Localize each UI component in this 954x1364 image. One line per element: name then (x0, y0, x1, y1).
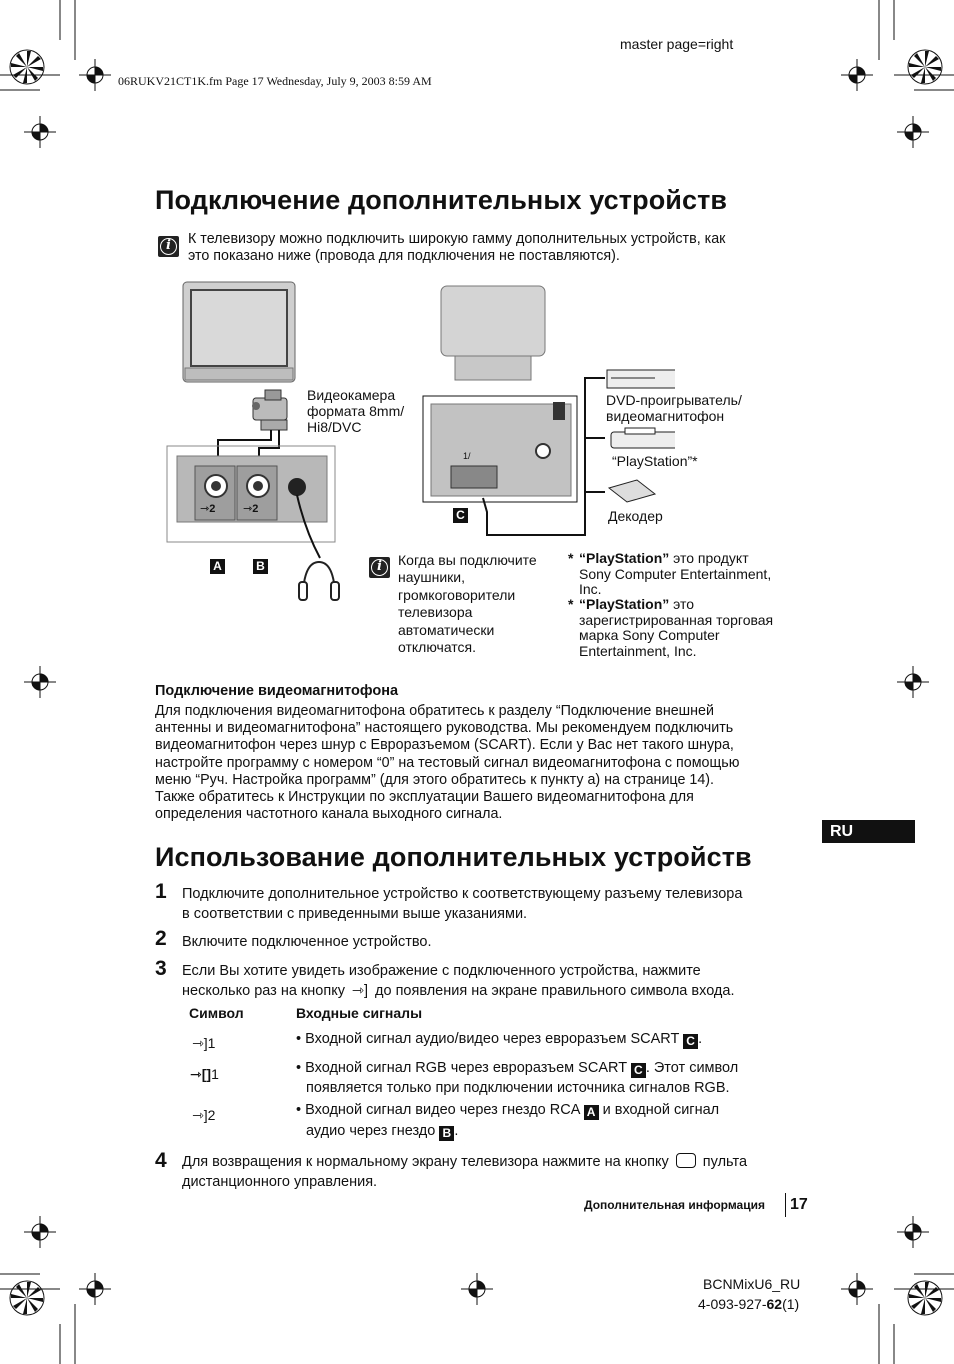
step-number-2: 2 (155, 927, 167, 950)
tv-rear-illustration (441, 286, 545, 380)
step-3-text: Если Вы хотите увидеть изображение с подключенного устройства, нажмите несколько раз на кнопку ⇾] до появления на экране правильного символа входа. (182, 963, 735, 999)
intro-note: К телевизору можно подключить широкую гамму дополнительных устройств, как это показано ниже (провода для подключения не поставляются). (188, 231, 726, 264)
letter-c-badge: C (453, 508, 468, 523)
language-tab: RU (822, 820, 915, 843)
camcorder-illustration (252, 390, 287, 430)
decoder-label: Декодер (608, 508, 663, 524)
playstation-label: “PlayStation”* (612, 453, 698, 469)
section-title-usage: Использование дополнительных устройств (155, 842, 752, 872)
doc-code-2: 4-093-927-62(1) (698, 1296, 800, 1312)
section-title-connection: Подключение дополнительных устройств (155, 185, 728, 215)
table-header-signals: Входные сигналы (296, 1005, 423, 1021)
table-header-symbol: Символ (189, 1005, 244, 1021)
port-label-audio-2: ⇾2 (243, 503, 259, 515)
step-2-text: Включите подключенное устройство. (182, 934, 432, 950)
playstation-footnote-1: * “PlayStation” это продукт Sony Computer Entertainment, Inc. (568, 550, 772, 597)
headphones-illustration (299, 562, 339, 600)
symbol-av1-icon: ⇾]1 (192, 1035, 216, 1051)
step-4-text: Для возвращения к нормальному экрану телевизора нажмите на кнопку пульта дистанционного управления. (182, 1154, 748, 1190)
footer-section-name: Дополнительная информация (584, 1198, 765, 1212)
info-icon-headphones: i (369, 557, 390, 578)
playstation-footnote-2: * “PlayStation” это зарегистрированная торговая марка Sony Computer Entertainment, Inc. (568, 596, 774, 659)
table-row-1: • Входной сигнал аудио/видео через евроразъем SCART C . (296, 1031, 703, 1048)
dvd-label: DVD-проигрыватель/ видеомагнитофон (606, 392, 742, 424)
port-label-video-2: ⇾2 (200, 503, 216, 515)
tv-front-illustration (183, 282, 295, 382)
step-number-4: 4 (155, 1149, 167, 1172)
doc-code-1: BCNMixU6_RU (703, 1276, 801, 1292)
table-row-3: • Входной сигнал видео через гнездо RCA A и входной сигнал аудио через гнездо B . (296, 1102, 720, 1140)
page-number: 17 (790, 1196, 808, 1213)
headphones-note: Когда вы подключите наушники, громкоговорители телевизора автоматически отключатся. (398, 552, 537, 656)
input-select-icon: ⇾] (351, 983, 369, 999)
step-number-1: 1 (155, 880, 167, 903)
vcr-heading: Подключение видеомагнитофона (155, 683, 399, 699)
table-row-2: • Входной сигнал RGB через евроразъем SCART C . Этот символ появляется только при подключении источника сигналов RGB. (296, 1060, 739, 1096)
symbol-rgb1-icon: ⇾[]1 (190, 1066, 219, 1082)
step-number-3: 3 (155, 957, 167, 980)
vcr-paragraph: Для подключения видеомагнитофона обратитесь к разделу “Подключение внешней антенны и видеомагнитофона” настоящего руководства. Мы рекомендуем подключить видеомагнитофон через шнур с Евроразъемом (SCART). Если у Вас нет такого шнура, настройте программу с номером “0” на тестовый сигнал видеомагнитофона с помощью меню “Руч. Настройка программ” (для этого обратитесь к пункту a) на странице 14). Также обратитесь к Инструкции по эксплуатации Вашего видеомагнитофона для определения частотного канала выходного сигнала. (155, 703, 740, 823)
dvd-player-illustration (607, 370, 675, 388)
footer-divider (785, 1193, 786, 1217)
file-info: 06RUKV21CT1K.fm Page 17 Wednesday, July 9, 2003 8:59 AM (118, 74, 432, 88)
letter-b-badge: B (253, 559, 268, 574)
camcorder-label: Видеокамера формата 8mm/ Hi8/DVC (307, 387, 405, 435)
playstation-illustration (611, 428, 675, 448)
symbol-av2-icon: ⇾]2 (192, 1107, 216, 1123)
master-page-label: master page=right (620, 36, 734, 52)
letter-a-badge: A (210, 559, 225, 574)
info-icon: i (158, 236, 179, 257)
tv-button-icon (676, 1153, 696, 1168)
scart-port-label: 1/ (463, 451, 471, 461)
step-1-text: Подключите дополнительное устройство к соответствующему разъему телевизора в соответствии с приведенными выше указаниями. (182, 886, 743, 922)
decoder-illustration (609, 480, 655, 502)
